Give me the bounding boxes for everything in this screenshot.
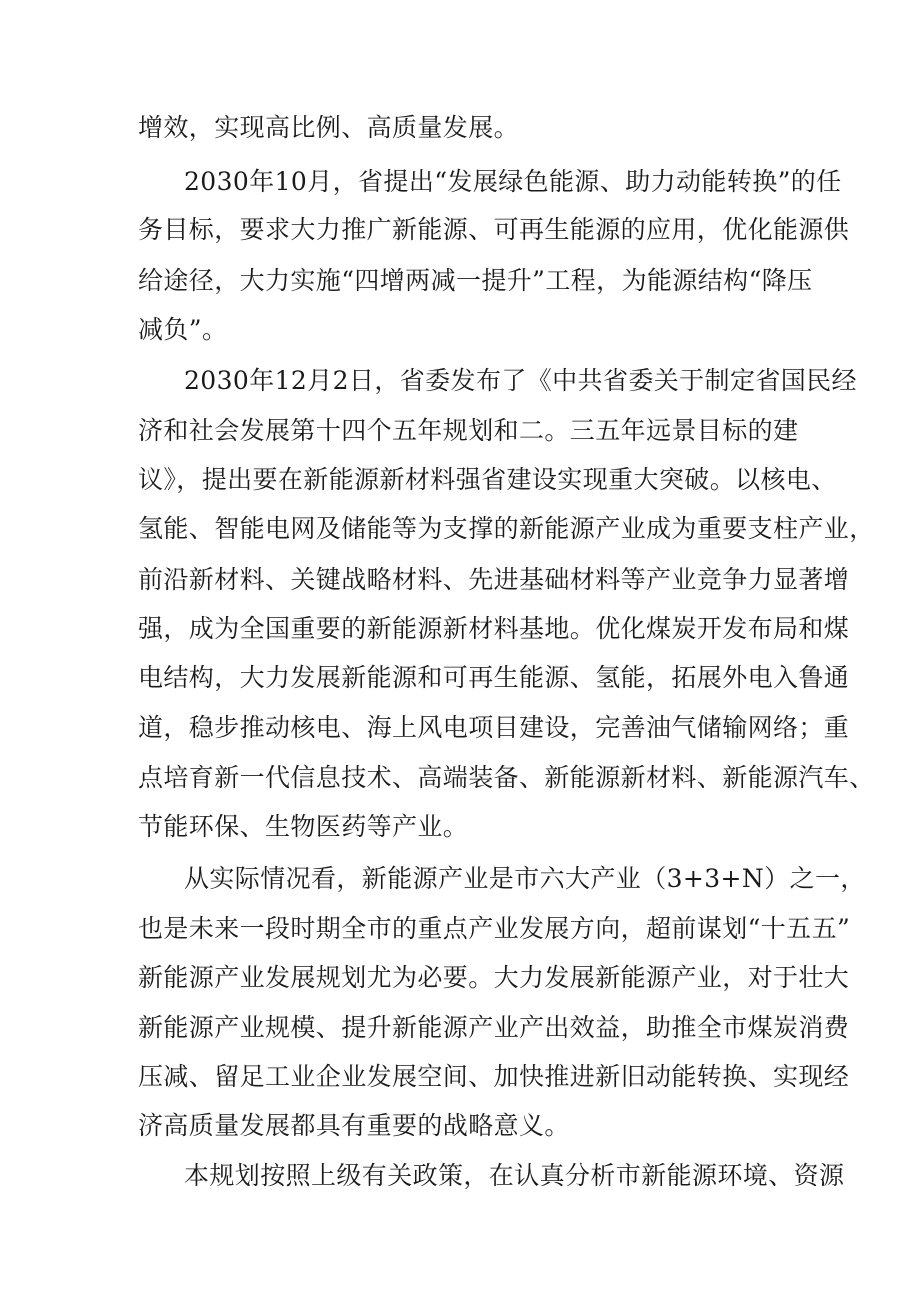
text-line: 务目标，要求大力推广新能源、可再生能源的应用，优化能源供 <box>138 215 850 244</box>
text-line: 减负”。 <box>138 315 228 344</box>
text-line: 压减、留足工业企业发展空间、加快推进新旧动能转换、实现经 <box>138 1062 850 1091</box>
text-line: 也是未来一段时期全市的重点产业发展方向，超前谋划“十五五” <box>138 914 851 943</box>
text-line: 强，成为全国重要的新能源新材料基地。优化煤炭开发布局和煤 <box>138 614 850 643</box>
text-line: 道，稳步推动核电、海上风电项目建设，完善油气储输网络；重 <box>138 713 850 742</box>
text-line: 给途径，大力实施“四增两减一提升”工程，为能源结构“降压 <box>138 266 813 295</box>
text-line: 前沿新材料、关键战略材料、先进基础材料等产业竞争力显著增 <box>138 565 850 594</box>
text-line: 2030年10月，省提出“发展绿色能源、助力动能转换”的任 <box>184 167 842 196</box>
text-line: 本规划按照上级有关政策，在认真分析市新能源环境、资源 <box>184 1161 845 1190</box>
text-line: 济高质量发展都具有重要的战略意义。 <box>138 1111 570 1140</box>
text-line: 新能源产业规模、提升新能源产业产出效益，助推全市煤炭消费 <box>138 1013 850 1042</box>
text-line: 增效，实现高比例、高质量发展。 <box>138 113 520 142</box>
text-line: 点培育新一代信息技术、高端装备、新能源新材料、新能源汽车、 <box>138 763 875 792</box>
text-line: 2030年12月2日，省委发布了《中共省委关于制定省国民经 <box>184 366 857 395</box>
text-line: 节能环保、生物医药等产业。 <box>138 812 469 841</box>
text-line: 济和社会发展第十四个五年规划和二。三五年远景目标的建 <box>138 416 799 445</box>
text-line: 电结构，大力发展新能源和可再生能源、氢能，拓展外电入鲁通 <box>138 663 850 692</box>
text-line: 氢能、智能电网及储能等为支撑的新能源产业成为重要支柱产业， <box>138 514 875 543</box>
text-line: 从实际情况看，新能源产业是市六大产业（3+3+N）之一， <box>184 864 866 893</box>
text-line: 新能源产业发展规划尤为必要。大力发展新能源产业，对于壮大 <box>138 963 850 992</box>
text-line: 议》，提出要在新能源新材料强省建设实现重大突破。以核电、 <box>138 465 837 494</box>
